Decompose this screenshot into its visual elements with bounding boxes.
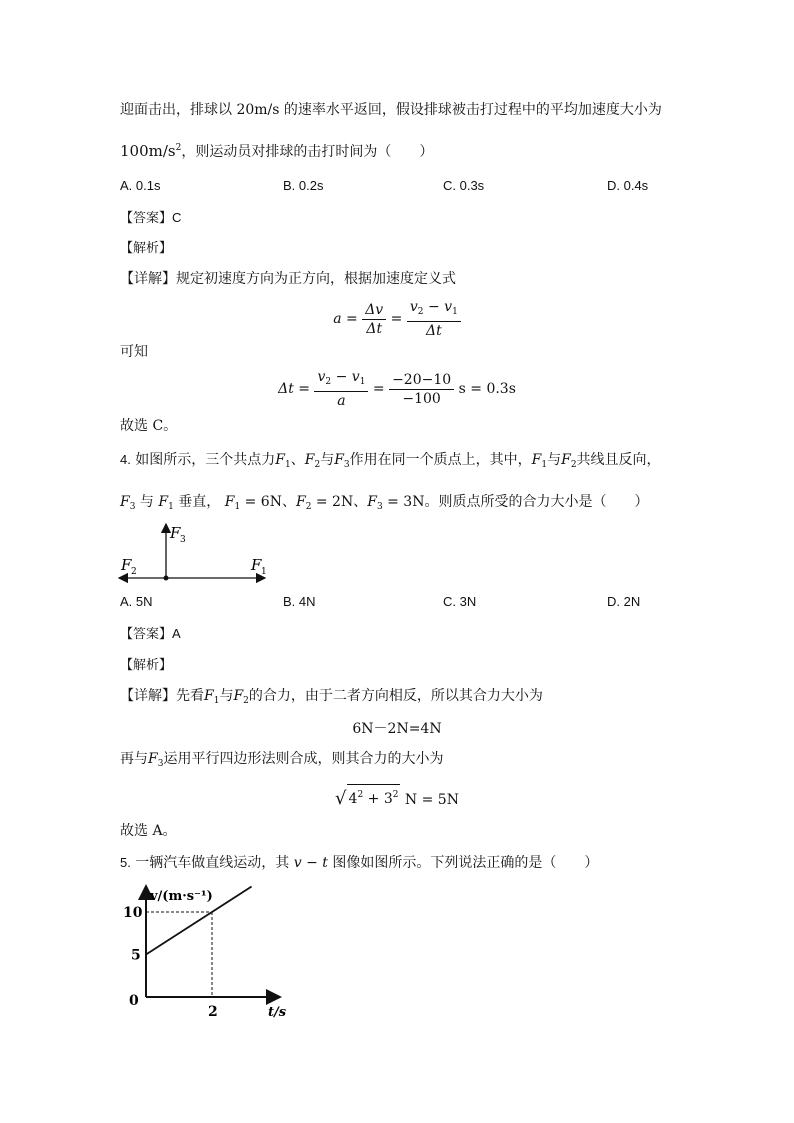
- q3-answer: 【答案】C: [120, 210, 182, 225]
- y-tick-10: 10: [123, 905, 143, 921]
- q3-equation-2: Δt = $\frac{v_2 - v_1}{a}$ = $\frac{-20-10}{-100}$ s = 0.3s: [278, 369, 516, 409]
- f1-label: F: [251, 556, 262, 574]
- q3-eq2-frac1: $\frac{v_2 - v_1}{a}$: [314, 368, 368, 410]
- f2-label: F: [121, 556, 132, 574]
- q4-number: 4.: [120, 452, 131, 467]
- q3-eq2-lhs: Δt: [278, 381, 294, 397]
- y-axis-label: v/(m·s⁻¹): [150, 889, 213, 904]
- q3-accel-exp: 2: [175, 143, 182, 153]
- q3-accel-value: 100m/s: [120, 142, 176, 160]
- q3-detail: 【详解】规定初速度方向为正方向，根据加速度定义式: [120, 271, 456, 287]
- q3-eq1-frac2: $\frac{v_2 - v_1}{\Delta t}$: [407, 298, 461, 340]
- q4-parallel-line: 再与$F_3$运用平行四边形法则合成，则其合力的大小为: [120, 751, 444, 769]
- q4-option-d: D. 2N: [607, 594, 641, 609]
- q4-conclusion: 故选 A。: [120, 823, 177, 839]
- q3-eq1-frac1: $\frac{\Delta v}{\Delta t}$: [362, 301, 386, 338]
- q3-line1: 迎面击出，排球以 20m/s 的速率水平返回，假设排球被击打过程中的平均加速度大小为: [120, 102, 662, 118]
- q4-option-a: A. 5N: [120, 594, 153, 609]
- origin-label: 0: [129, 993, 139, 1009]
- q4-detail: 【详解】先看$F_1$与$F_2$的合力，由于二者方向相反，所以其合力大小为: [120, 688, 543, 706]
- q3-option-d: D. 0.4s: [607, 178, 649, 193]
- x-tick-2: 2: [208, 1004, 218, 1020]
- f3-sub: 3: [180, 535, 186, 545]
- q4-answer: 【答案】A: [120, 626, 181, 641]
- q3-eq2-result: s = 0.3s: [458, 381, 516, 397]
- q4-line2: $F_3$ 与 $F_1$ 垂直， $F_1 = 6N$、$F_2 = 2N$、$F_3 = 3N$。则质点所受的合力大小是（ ）: [120, 494, 649, 512]
- q3-option-c: C. 0.3s: [443, 178, 485, 193]
- x-axis-label: t/s: [268, 1005, 287, 1020]
- q3-line2: [120, 138, 433, 162]
- q3-analysis-heading: 【解析】: [120, 240, 173, 255]
- q5-number: 5.: [120, 855, 131, 870]
- q4-eq2-result: N = 5N: [404, 792, 459, 808]
- q4-force-diagram: [115, 518, 285, 588]
- q3-keyi: 可知: [120, 344, 148, 360]
- q5-line1: 5. 一辆汽车做直线运动，其 v − t 图像如图所示。下列说法正确的是（ ）: [120, 855, 599, 871]
- q3-equation-1: a = $\frac{\Delta v}{\Delta t}$ = $\frac{v_2 - v_1}{\Delta t}$: [0, 298, 794, 340]
- point-mass: [164, 576, 169, 581]
- q4-option-c: C. 3N: [443, 594, 477, 609]
- q3-conclusion: 故选 C。: [120, 418, 178, 434]
- q3-eq2-frac2: $\frac{-20-10}{-100}$: [389, 371, 454, 408]
- q4-equation-1: 6N－2N=4N: [352, 721, 442, 737]
- q3-option-a: A. 0.1s: [120, 178, 161, 193]
- f1-sub: 1: [261, 567, 267, 577]
- f3-label: F: [170, 524, 181, 542]
- q3-eq1-lhs: a: [333, 311, 342, 327]
- f2-sub: 2: [131, 567, 137, 577]
- q3-option-b: B. 0.2s: [283, 178, 324, 193]
- q5-vt: v − t: [293, 855, 328, 871]
- q4-line1-text: 如图所示，三个共点力: [135, 452, 276, 468]
- q4-equation-2: [0, 784, 794, 809]
- q4-analysis-heading: 【解析】: [120, 657, 173, 672]
- q4-sqrt: √ $4^2 + 3^2$: [335, 784, 400, 809]
- q3-line2-rest: ，则运动员对排球的击打时间为（ ）: [181, 144, 434, 160]
- q5-vt-chart: [120, 880, 295, 1020]
- y-tick-5: 5: [131, 947, 141, 964]
- q4-option-b: B. 4N: [283, 594, 316, 609]
- q4-line1: 4. 如图所示，三个共点力$F_1$、$F_2$与$F_3$作用在同一个质点上，其中，$F_1$与$F_2$共线且反向，: [120, 452, 661, 470]
